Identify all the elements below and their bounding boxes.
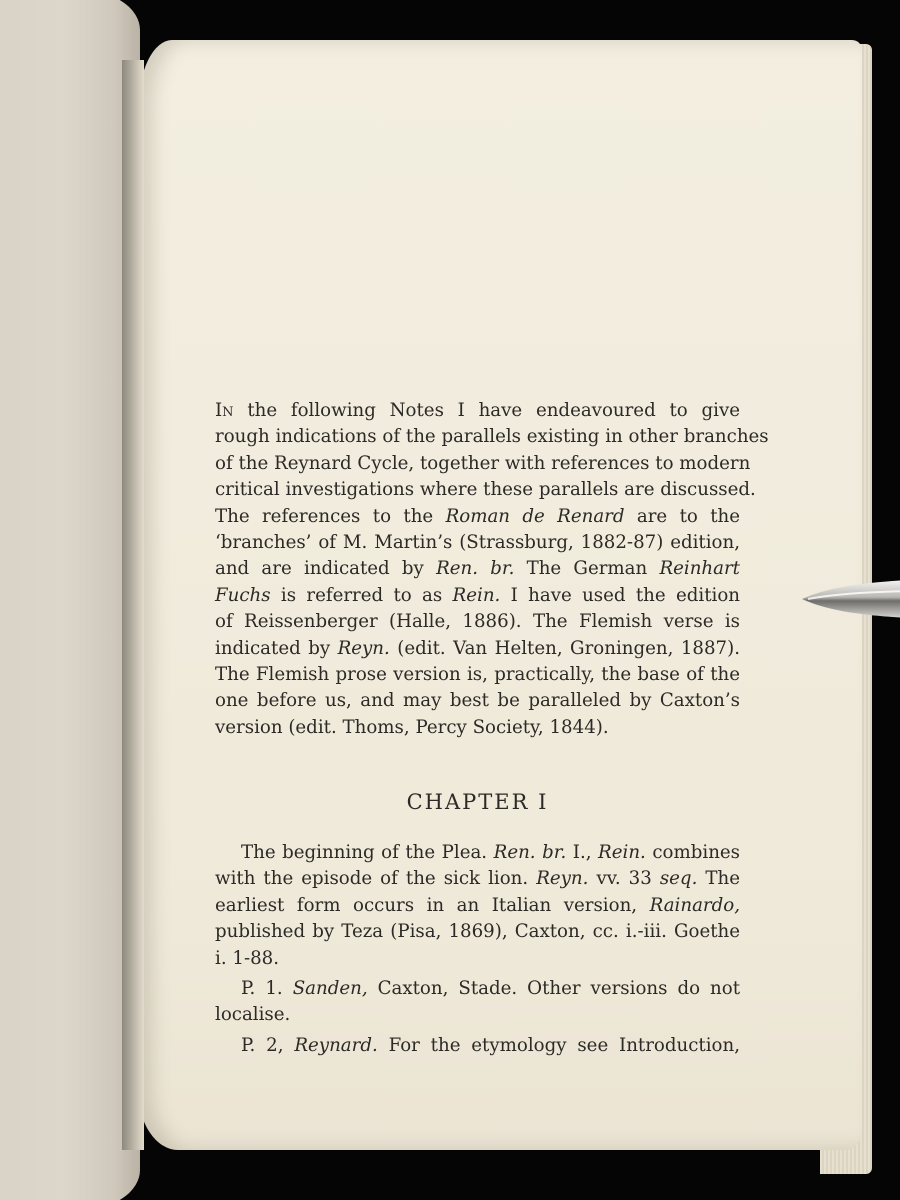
book-gutter — [122, 60, 144, 1150]
text-line: earliest form occurs in an Italian version, Rainardo, — [215, 894, 740, 916]
text-line: ‘branches’ of M. Martin’s (Strassburg, 1882-87) edition, — [215, 532, 740, 554]
text-line: i. 1-88. — [215, 947, 280, 969]
intro-paragraph — [215, 398, 769, 741]
text-line: rough indications of the parallels existing in other branches — [215, 426, 769, 448]
text-line: one before us, and may best be paralleled by Caxton’s — [215, 690, 740, 712]
text-line: of the Reynard Cycle, together with references to modern — [215, 452, 751, 474]
text-line: The beginning of the Plea. Ren. br. I., Rein. combines — [241, 842, 741, 863]
text-line: published by Teza (Pisa, 1869), Caxton, cc. i.-iii. Goethe — [215, 921, 740, 943]
left-page — [0, 0, 140, 1200]
text-line: The Flemish prose version is, practically, the base of the — [215, 664, 740, 686]
text-line: localise. — [215, 1004, 291, 1026]
metal-pointer-icon — [800, 578, 900, 620]
chapter-notes — [215, 840, 740, 1059]
text-line: with the episode of the sick lion. Reyn. vv. 33 seq. The — [215, 868, 740, 890]
text-line: P. 2, Reynard. For the etymology see Introduction, — [241, 1034, 740, 1056]
text-line: and are indicated by Ren. br. The German Reinhart — [215, 558, 740, 580]
text-line: In the following Notes I have endeavoured to give — [215, 400, 740, 421]
text-line: P. 1. Sanden, Caxton, Stade. Other versions do not — [241, 978, 741, 1000]
text-line: indicated by Reyn. (edit. Van Helten, Groningen, 1887). — [215, 637, 740, 659]
text-line: of Reissenberger (Halle, 1886). The Flemish verse is — [215, 611, 740, 633]
text-line: critical investigations where these parallels are discussed. — [215, 479, 756, 501]
text-line: The references to the Roman de Renard are to the — [215, 505, 740, 527]
text-line: Fuchs is referred to as Rein. I have used the edition — [215, 584, 740, 606]
text-line: version (edit. Thoms, Percy Society, 1844). — [215, 716, 609, 738]
chapter-title: CHAPTER I — [406, 790, 549, 814]
